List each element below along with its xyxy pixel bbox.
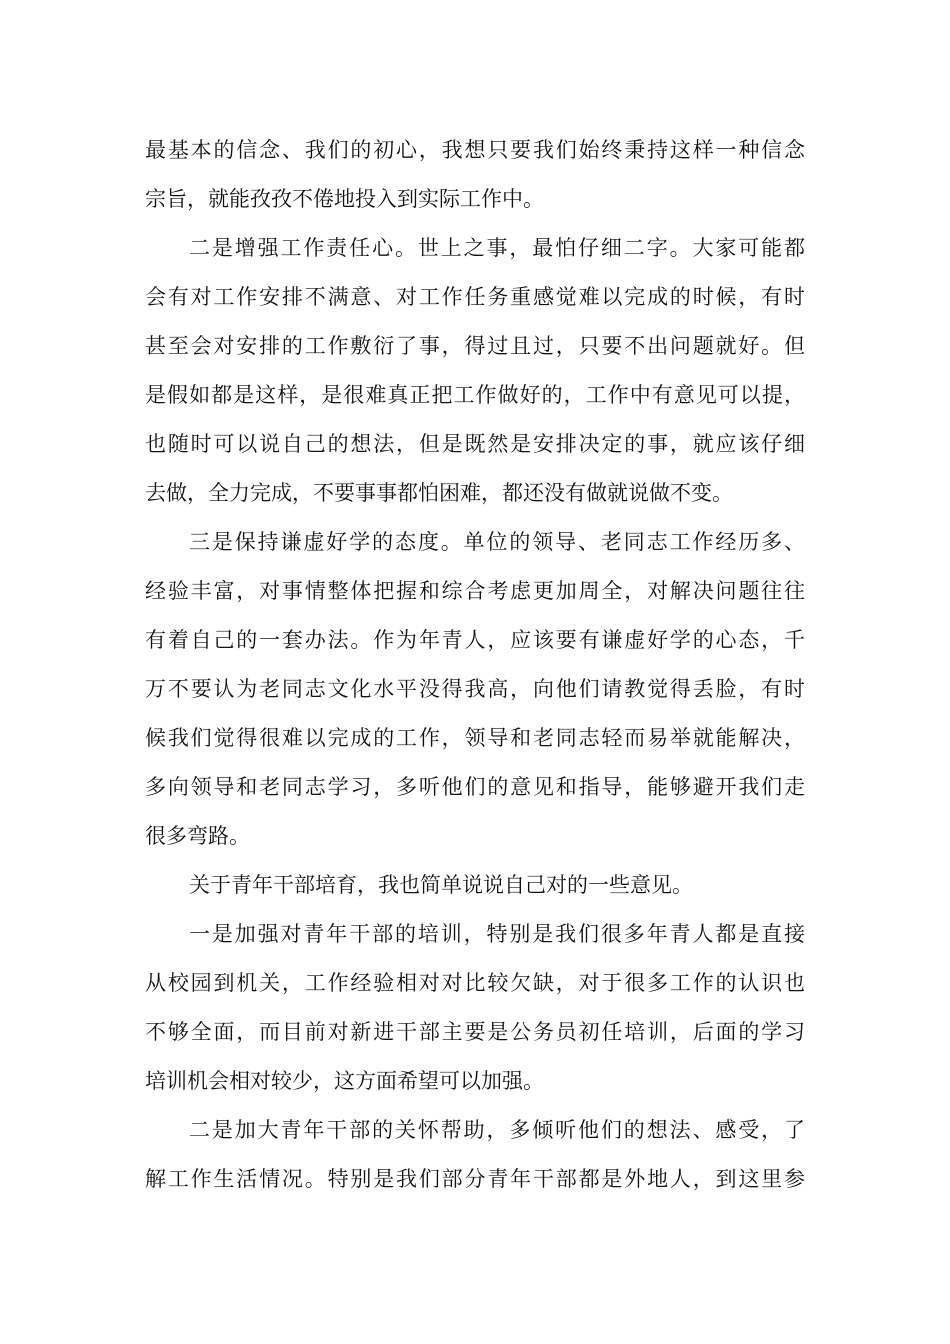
text-line: 是假如都是这样，是很难真正把工作做好的，工作中有意见可以提， — [145, 383, 805, 407]
text-line: 二是加大青年干部的关怀帮助，多倾听他们的想法、感受，了 — [189, 1118, 805, 1142]
text-line: 很多弯路。 — [145, 824, 250, 848]
body-text — [145, 126, 805, 1204]
text-line: 甚至会对安排的工作敷衍了事，得过且过，只要不出问题就好。但 — [145, 334, 805, 358]
text-line: 解工作生活情况。特别是我们部分青年干部都是外地人，到这里参 — [145, 1167, 805, 1191]
text-line: 多向领导和老同志学习，多听他们的意见和指导，能够避开我们走 — [145, 775, 805, 799]
text-line: 去做，全力完成，不要事事都怕困难，都还没有做就说做不变。 — [145, 481, 733, 505]
text-line: 万不要认为老同志文化水平没得我高，向他们请教觉得丢脸，有时 — [145, 677, 805, 701]
text-line: 二是增强工作责任心。世上之事，最怕仔细二字。大家可能都 — [189, 236, 805, 260]
text-line: 从校园到机关，工作经验相对对比较欠缺，对于很多工作的认识也 — [145, 971, 805, 995]
text-line: 三是保持谦虚好学的态度。单位的领导、老同志工作经历多、 — [189, 530, 805, 554]
text-line: 一是加强对青年干部的培训，特别是我们很多年青人都是直接 — [189, 922, 805, 946]
text-line: 关于青年干部培育，我也简单说说自己对的一些意见。 — [189, 873, 693, 897]
text-line: 不够全面，而目前对新进干部主要是公务员初任培训，后面的学习 — [145, 1020, 805, 1044]
text-line: 培训机会相对较少，这方面希望可以加强。 — [145, 1069, 544, 1093]
text-line: 也随时可以说自己的想法，但是既然是安排决定的事，就应该仔细 — [145, 432, 805, 456]
text-line: 最基本的信念、我们的初心，我想只要我们始终秉持这样一种信念 — [145, 138, 805, 162]
text-line: 候我们觉得很难以完成的工作，领导和老同志轻而易举就能解决， — [145, 726, 805, 750]
text-line: 经验丰富，对事情整体把握和综合考虑更加周全，对解决问题往往 — [145, 579, 805, 603]
text-line: 有着自己的一套办法。作为年青人，应该要有谦虚好学的心态，千 — [145, 628, 805, 652]
text-line: 会有对工作安排不满意、对工作任务重感觉难以完成的时候，有时 — [145, 285, 805, 309]
text-line: 宗旨，就能孜孜不倦地投入到实际工作中。 — [145, 187, 544, 211]
